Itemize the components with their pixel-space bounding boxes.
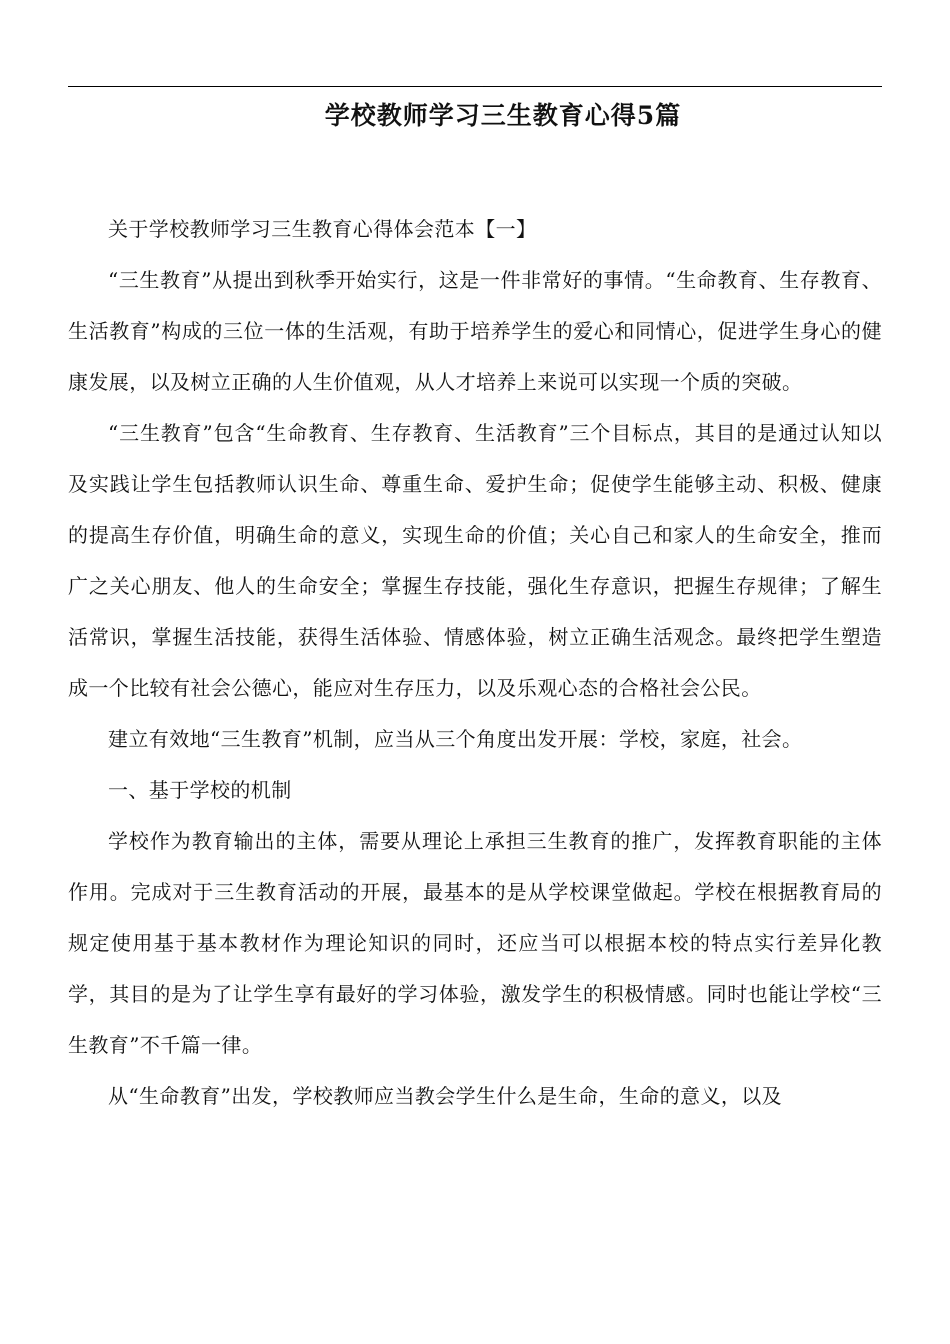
body-paragraph: 从“生命教育”出发，学校教师应当教会学生什么是生命，生命的意义，以及 [108,1084,783,1108]
subsection-heading: 一、基于学校的机制 [108,778,292,802]
header-rule [68,86,882,87]
body-paragraph: 学校作为教育输出的主体，需要从理论上承担三生教育的推广，发挥教育职能的主体作用。完成对于三生教育活动的开展，最基本的是从学校课堂做起。学校在根据教育局的规定使用基于基本教材作为理论知识的同时，还应当可以根据本校的特点实行差异化教学，其目的是为了让学生享有最好的学习体验，激发学生的积极情感。同时也能让学校“三生教育”不千篇一律。 [68,829,882,1057]
body-paragraph: “三生教育”包含“生命教育、生存教育、生活教育”三个目标点，其目的是通过认知以及实践让学生包括教师认识生命、尊重生命、爱护生命；促使学生能够主动、积极、健康的提高生存价值，明确生命的意义，实现生命的价值；关心自己和家人的生命安全，推而广之关心朋友、他人的生命安全；掌握生存技能，强化生存意识，把握生存规律；了解生活常识，掌握生活技能，获得生活体验、情感体验，树立正确生活观念。最终把学生塑造成一个比较有社会公德心，能应对生存压力，以及乐观心态的合格社会公民。 [68,421,882,700]
document-title: 学校教师学习三生教育心得5篇 [324,101,682,130]
body-paragraph: 建立有效地“三生教育”机制，应当从三个角度出发开展：学校，家庭，社会。 [108,727,803,751]
document-body [68,204,882,1122]
body-paragraph: “三生教育”从提出到秋季开始实行，这是一件非常好的事情。“生命教育、生存教育、生活教育”构成的三位一体的生活观，有助于培养学生的爱心和同情心，促进学生身心的健康发展，以及树立正确的人生价值观，从人才培养上来说可以实现一个质的突破。 [68,268,882,394]
section-heading: 关于学校教师学习三生教育心得体会范本【一】 [108,217,537,241]
